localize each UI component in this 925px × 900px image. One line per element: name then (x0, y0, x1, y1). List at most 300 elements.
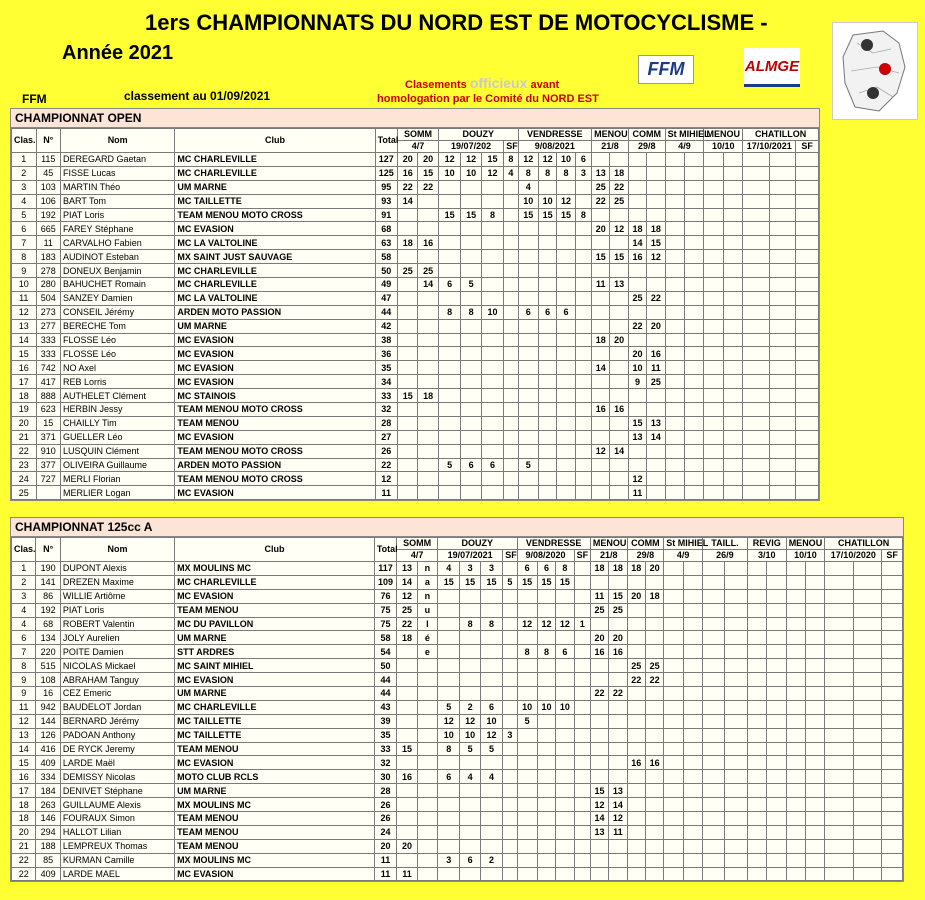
table-cell (723, 194, 742, 208)
table-cell (504, 375, 518, 389)
rider-name: POITE Damien (60, 645, 174, 659)
table-cell (702, 867, 724, 881)
table-cell: 13 (609, 784, 627, 798)
table-cell (538, 375, 556, 389)
table-cell (417, 839, 437, 853)
table-cell (825, 603, 854, 617)
table-cell: 273 (36, 305, 61, 319)
table-cell (417, 700, 437, 714)
table-cell: 263 (36, 798, 60, 812)
table-cell (683, 714, 702, 728)
table-cell (575, 278, 591, 292)
table-cell (610, 264, 628, 278)
club-name: MOTO CLUB RCLS (175, 770, 375, 784)
table-cell: 10 (460, 728, 480, 742)
table-cell (627, 839, 645, 853)
table-cell (825, 562, 854, 576)
table-row (12, 812, 903, 826)
table-cell (609, 839, 627, 853)
table-cell (503, 645, 517, 659)
table-cell (557, 264, 575, 278)
table-cell (438, 389, 460, 403)
table-cell (592, 291, 610, 305)
table-cell (557, 458, 575, 472)
table-cell (664, 784, 683, 798)
table-cell (398, 486, 418, 500)
total-points: 36 (375, 347, 397, 361)
table-cell (805, 645, 824, 659)
col-revig-date: 3/10 (747, 550, 786, 562)
table-cell (557, 416, 575, 430)
table-cell (398, 375, 418, 389)
table-cell (503, 700, 517, 714)
table-cell: 22 (12, 867, 36, 881)
table-row (12, 291, 819, 305)
club-name: MX MOULINS MC (175, 562, 375, 576)
table-cell (684, 278, 703, 292)
table-cell (725, 687, 747, 701)
table-cell (725, 798, 747, 812)
table-cell: 22 (645, 673, 663, 687)
total-points: 12 (375, 472, 397, 486)
table-cell (723, 375, 742, 389)
table-cell: 9 (12, 264, 37, 278)
table-cell (805, 687, 824, 701)
table-cell (853, 673, 882, 687)
club-name: TEAM MENOU MOTO CROSS (175, 208, 375, 222)
table-cell (438, 472, 460, 486)
table-cell: 8 (12, 659, 36, 673)
table-cell (853, 825, 882, 839)
table-cell (518, 486, 538, 500)
table-cell (627, 770, 645, 784)
table-cell (417, 825, 437, 839)
col-clas: Clas. (12, 129, 37, 153)
table-cell (504, 222, 518, 236)
table-cell: e (417, 645, 437, 659)
table-cell (704, 458, 723, 472)
table-cell: 8 (538, 166, 556, 180)
table-cell (418, 486, 438, 500)
total-points: 47 (375, 291, 397, 305)
table-cell (556, 812, 574, 826)
table-cell (438, 291, 460, 305)
table-cell: 504 (36, 291, 61, 305)
rider-name: SANZEY Damien (61, 291, 175, 305)
table-cell (665, 416, 684, 430)
table-cell (592, 389, 610, 403)
table-cell: 15 (397, 742, 417, 756)
col-comm-date: 29/8 (628, 141, 665, 153)
col-vendresse-date: 9/08/2021 (518, 141, 592, 153)
table-cell (702, 825, 724, 839)
table-cell (767, 603, 786, 617)
club-name: UM MARNE (175, 687, 375, 701)
table-cell: 22 (418, 180, 438, 194)
table-cell (786, 798, 805, 812)
table-cell: 15 (461, 208, 481, 222)
table-cell (805, 742, 824, 756)
table-cell (665, 278, 684, 292)
table-cell (503, 714, 517, 728)
table-cell: 333 (36, 347, 61, 361)
table-cell: 6 (557, 305, 575, 319)
col-st-mihiel: St MIHIEL (665, 129, 704, 141)
club-name: MC EVASION (175, 333, 375, 347)
table-cell (786, 562, 805, 576)
table-cell (461, 291, 481, 305)
table-cell: 6 (461, 458, 481, 472)
table-cell (683, 770, 702, 784)
table-cell: 942 (36, 700, 60, 714)
table-cell (480, 659, 502, 673)
table-cell (882, 673, 903, 687)
table-cell (517, 812, 537, 826)
table-cell: 16 (418, 236, 438, 250)
table-cell (664, 812, 683, 826)
table-cell (557, 333, 575, 347)
table-cell (438, 319, 460, 333)
club-name: TEAM MENOU (175, 742, 375, 756)
table-cell (537, 839, 555, 853)
table-cell (538, 180, 556, 194)
table-cell (853, 562, 882, 576)
table-cell (702, 728, 724, 742)
table-cell (590, 853, 608, 867)
table-cell (627, 798, 645, 812)
table-cell (518, 222, 538, 236)
total-points: 34 (375, 375, 397, 389)
table-cell (438, 264, 460, 278)
table-cell (647, 458, 665, 472)
table-cell (664, 617, 683, 631)
total-points: 44 (374, 673, 396, 687)
homologation-note: homologation par le Comité du NORD EST (377, 93, 599, 105)
rider-name: DUPONT Alexis (60, 562, 174, 576)
table-cell (767, 853, 786, 867)
table-cell (805, 867, 824, 881)
table-cell (665, 305, 684, 319)
table-cell: 10 (628, 361, 646, 375)
col-vendresse: VENDRESSE (518, 129, 592, 141)
table-cell (503, 617, 517, 631)
rider-name: FISSE Lucas (61, 166, 175, 180)
table-row (12, 375, 819, 389)
table-cell (683, 617, 702, 631)
table-cell (725, 756, 747, 770)
table-cell (723, 222, 742, 236)
table-cell (805, 589, 824, 603)
table-cell (590, 617, 608, 631)
table-cell (665, 291, 684, 305)
table-cell (556, 853, 574, 867)
table-cell (805, 798, 824, 812)
club-name: MC EVASION (175, 375, 375, 389)
table-cell: 106 (36, 194, 61, 208)
table-cell: 18 (397, 631, 417, 645)
table-cell (503, 825, 517, 839)
table-cell: 115 (36, 153, 61, 167)
club-name: MC LA VALTOLINE (175, 291, 375, 305)
table-cell (592, 472, 610, 486)
table-cell (647, 166, 665, 180)
rider-name: GUELLER Léo (61, 430, 175, 444)
table-cell (481, 472, 503, 486)
table-cell (574, 645, 590, 659)
col-chatillon-date: 17/10/2020 (825, 550, 882, 562)
table-cell (725, 742, 747, 756)
table-cell (504, 333, 518, 347)
table-cell (538, 430, 556, 444)
table-cell (743, 222, 770, 236)
table-cell: 15 (609, 589, 627, 603)
table-cell: 280 (36, 278, 61, 292)
table-cell (398, 208, 418, 222)
table-cell (704, 222, 723, 236)
table-cell: 11 (12, 700, 36, 714)
table-cell: 20 (398, 153, 418, 167)
table-row (12, 486, 819, 500)
table-cell (645, 825, 663, 839)
table-cell (825, 798, 854, 812)
table-cell (538, 319, 556, 333)
table-cell (665, 319, 684, 333)
table-cell: 9 (628, 375, 646, 389)
table-cell (609, 617, 627, 631)
table-cell (538, 458, 556, 472)
table-cell (518, 472, 538, 486)
table-cell (882, 839, 903, 853)
table-cell (628, 458, 646, 472)
table-cell (537, 756, 555, 770)
rider-name: REB Lorris (61, 375, 175, 389)
table-cell (665, 375, 684, 389)
table-cell (683, 673, 702, 687)
table-cell (796, 291, 819, 305)
table-cell: 10 (438, 166, 460, 180)
col-st-mihiel-date: 4/9 (664, 550, 703, 562)
table-cell: 1 (12, 153, 37, 167)
avant-text: avant (530, 79, 560, 91)
table-cell (574, 562, 590, 576)
table-cell (557, 361, 575, 375)
table-cell (853, 575, 882, 589)
table-cell (460, 687, 480, 701)
table-cell (610, 153, 628, 167)
table-cell (627, 687, 645, 701)
table-cell (537, 867, 555, 881)
table-cell: 16 (628, 250, 646, 264)
table-cell (397, 728, 417, 742)
table-cell (796, 416, 819, 430)
table-cell (575, 250, 591, 264)
table-cell: 5 (517, 714, 537, 728)
table-cell: 16 (36, 687, 60, 701)
table-cell (575, 444, 591, 458)
table-cell (504, 486, 518, 500)
table-cell (517, 659, 537, 673)
table-cell (743, 305, 770, 319)
table-row (12, 319, 819, 333)
table-cell: 12 (518, 153, 538, 167)
col-clas: Clas. (12, 538, 36, 562)
table-cell: 3 (503, 728, 517, 742)
table-cell (684, 291, 703, 305)
table-cell (628, 444, 646, 458)
table-cell (418, 347, 438, 361)
col-chatillon-sf: SF (796, 141, 819, 153)
table-cell (397, 673, 417, 687)
table-cell: 515 (36, 659, 60, 673)
table-cell: 14 (12, 333, 37, 347)
table-cell (702, 562, 724, 576)
table-cell (825, 687, 854, 701)
table-cell: 2 (460, 700, 480, 714)
table-cell (460, 589, 480, 603)
total-points: 117 (374, 562, 396, 576)
table-cell (36, 486, 61, 500)
table-cell: 10 (517, 700, 537, 714)
table-cell: 12 (609, 812, 627, 826)
table-row (12, 347, 819, 361)
table-cell (480, 687, 502, 701)
table-cell: 22 (609, 687, 627, 701)
table-cell (627, 867, 645, 881)
table-cell (503, 770, 517, 784)
table-cell: 2 (12, 575, 36, 589)
table-cell (683, 728, 702, 742)
table-cell (786, 867, 805, 881)
table-cell (825, 756, 854, 770)
total-points: 35 (374, 728, 396, 742)
table-cell (805, 853, 824, 867)
rider-name: OLIVEIRA Guillaume (61, 458, 175, 472)
table-cell (664, 603, 683, 617)
table-cell (461, 250, 481, 264)
table-cell (683, 839, 702, 853)
table-cell: 9 (12, 687, 36, 701)
table-cell (882, 798, 903, 812)
table-cell (397, 812, 417, 826)
table-cell (503, 812, 517, 826)
table-cell (627, 728, 645, 742)
table-cell (747, 603, 766, 617)
col-douzy: DOUZY (438, 538, 517, 550)
table-cell (627, 575, 645, 589)
table-cell (684, 333, 703, 347)
table-cell (683, 812, 702, 826)
rider-name: CONSEIL Jérémy (61, 305, 175, 319)
table-cell (725, 853, 747, 867)
table-cell (805, 825, 824, 839)
table-cell (418, 472, 438, 486)
table-cell (853, 742, 882, 756)
table-cell (786, 659, 805, 673)
table-cell (418, 333, 438, 347)
table-row (12, 575, 903, 589)
table-cell (574, 756, 590, 770)
table-cell: 12 (12, 305, 37, 319)
table-cell (796, 278, 819, 292)
table-cell (481, 389, 503, 403)
table-cell (610, 486, 628, 500)
table-cell (664, 756, 683, 770)
table-cell (438, 825, 460, 839)
table-cell (769, 430, 796, 444)
table-cell (537, 631, 555, 645)
table-cell: 4 (12, 617, 36, 631)
table-cell (417, 714, 437, 728)
table-row (12, 278, 819, 292)
table-cell (574, 853, 590, 867)
table-cell (702, 603, 724, 617)
table-cell (517, 770, 537, 784)
table-cell: 417 (36, 375, 61, 389)
table-cell (590, 756, 608, 770)
table-cell (769, 222, 796, 236)
table-cell (480, 589, 502, 603)
col-douzy-sf: SF (503, 550, 517, 562)
total-points: 75 (374, 617, 396, 631)
table-cell (665, 264, 684, 278)
table-cell (537, 687, 555, 701)
table-cell: 126 (36, 728, 60, 742)
table-cell (796, 305, 819, 319)
table-cell: 68 (36, 617, 60, 631)
table-cell (417, 742, 437, 756)
table-cell (702, 659, 724, 673)
total-points: 11 (374, 853, 396, 867)
table-cell (575, 264, 591, 278)
col-club: Club (175, 129, 375, 153)
table-cell (664, 742, 683, 756)
table-cell (725, 659, 747, 673)
table-cell (684, 222, 703, 236)
rider-name: LARDE MAEL (60, 867, 174, 881)
table-cell (556, 603, 574, 617)
total-points: 63 (375, 236, 397, 250)
table-cell: 20 (610, 333, 628, 347)
table-cell (684, 375, 703, 389)
table-cell (665, 486, 684, 500)
table-cell (628, 403, 646, 417)
table-cell (610, 236, 628, 250)
table-cell (592, 347, 610, 361)
table-cell (504, 472, 518, 486)
table-cell (538, 291, 556, 305)
table-cell (743, 444, 770, 458)
table-row (12, 714, 903, 728)
table-cell: 15 (438, 208, 460, 222)
table-cell (702, 742, 724, 756)
table-cell (461, 319, 481, 333)
table-cell: 25 (645, 659, 663, 673)
col-menou2-date: 10/10 (786, 550, 825, 562)
table-cell (398, 361, 418, 375)
table-cell (518, 444, 538, 458)
table-cell: 8 (461, 305, 481, 319)
table-cell (481, 194, 503, 208)
table-cell (517, 784, 537, 798)
table-cell: 22 (398, 180, 418, 194)
club-name: UM MARNE (175, 180, 375, 194)
table-cell (397, 645, 417, 659)
table-cell: 12 (590, 798, 608, 812)
table-cell: 12 (592, 444, 610, 458)
table-cell (397, 825, 417, 839)
table-cell (398, 444, 418, 458)
table-cell (417, 728, 437, 742)
